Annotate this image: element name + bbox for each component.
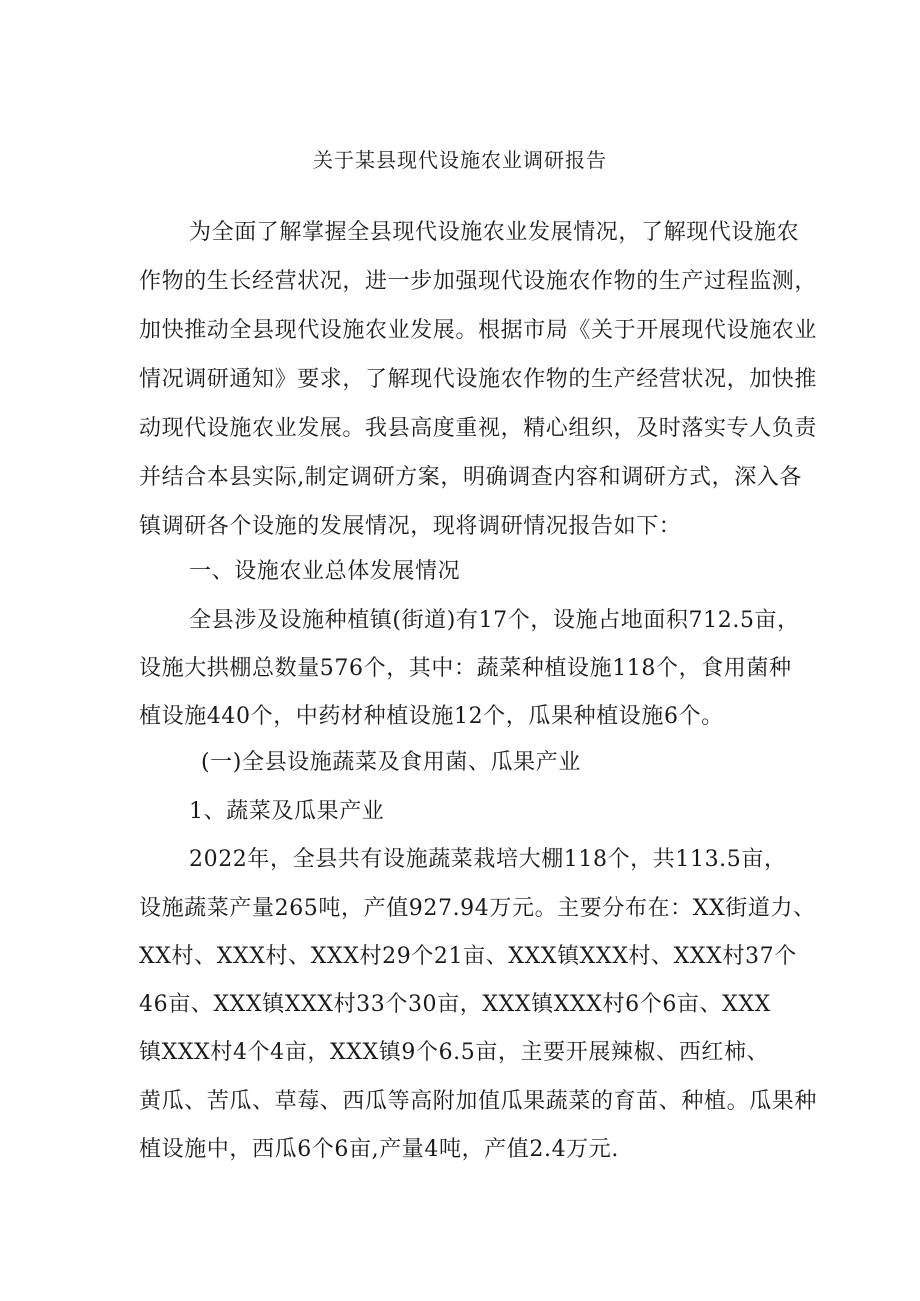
paragraph-line: 2022年，全县共有设施蔬菜栽培大棚118个，共113.5亩，: [189, 847, 787, 872]
paragraph-line: 加快推动全县现代设施农业发展。根据市局《关于开展现代设施农业: [139, 318, 818, 343]
paragraph-line: 情况调研通知》要求，了解现代设施农作物的生产经营状况，加快推: [139, 367, 818, 392]
paragraph-line: 46亩、XXX镇XXX村33个30亩，XXX镇XXX村6个6亩、XXX: [139, 992, 771, 1017]
paragraph-line: 植设施中，西瓜6个6亩,产量4吨，产值2.4万元.: [139, 1137, 619, 1162]
paragraph-line: 镇XXX村4个4亩，XXX镇9个6.5亩，主要开展辣椒、西红柿、: [139, 1040, 770, 1065]
subsection-heading: 1、蔬菜及瓜果产业: [189, 799, 385, 824]
subsection-heading: (一)全县设施蔬菜及食用菌、瓜果产业: [201, 750, 581, 775]
paragraph-line: 作物的生长经营状况，进一步加强现代设施农作物的生产过程监测，: [139, 269, 818, 294]
paragraph-line: 并结合本县实际,制定调研方案，明确调查内容和调研方式，深入各: [139, 465, 802, 490]
paragraph-line: 植设施440个，中药材种植设施12个，瓜果种植设施6个。: [139, 704, 724, 729]
section-heading: 一、设施农业总体发展情况: [189, 559, 461, 584]
paragraph-line: 设施蔬菜产量265吨，产值927.94万元。主要分布在：XX街道力、: [139, 896, 816, 921]
paragraph-line: 为全面了解掌握全县现代设施农业发展情况，了解现代设施农: [189, 220, 800, 245]
paragraph-line: 设施大拱棚总数量576个，其中：蔬菜种植设施118个，食用菌种: [139, 656, 792, 681]
document-title: 关于某县现代设施农业调研报告: [313, 148, 607, 172]
paragraph-line: 镇调研各个设施的发展情况，现将调研情况报告如下：: [139, 514, 682, 539]
paragraph-line: XX村、XXX村、XXX村29个21亩、XXX镇XXX村、XXX村37个: [139, 944, 797, 969]
paragraph-line: 全县涉及设施种植镇(街道)有17个，设施占地面积712.5亩，: [189, 608, 800, 633]
paragraph-line: 动现代设施农业发展。我县高度重视，精心组织，及时落实专人负责: [139, 416, 818, 441]
paragraph-line: 黄瓜、苦瓜、草莓、西瓜等高附加值瓜果蔬菜的育苗、种植。瓜果种: [139, 1089, 818, 1114]
